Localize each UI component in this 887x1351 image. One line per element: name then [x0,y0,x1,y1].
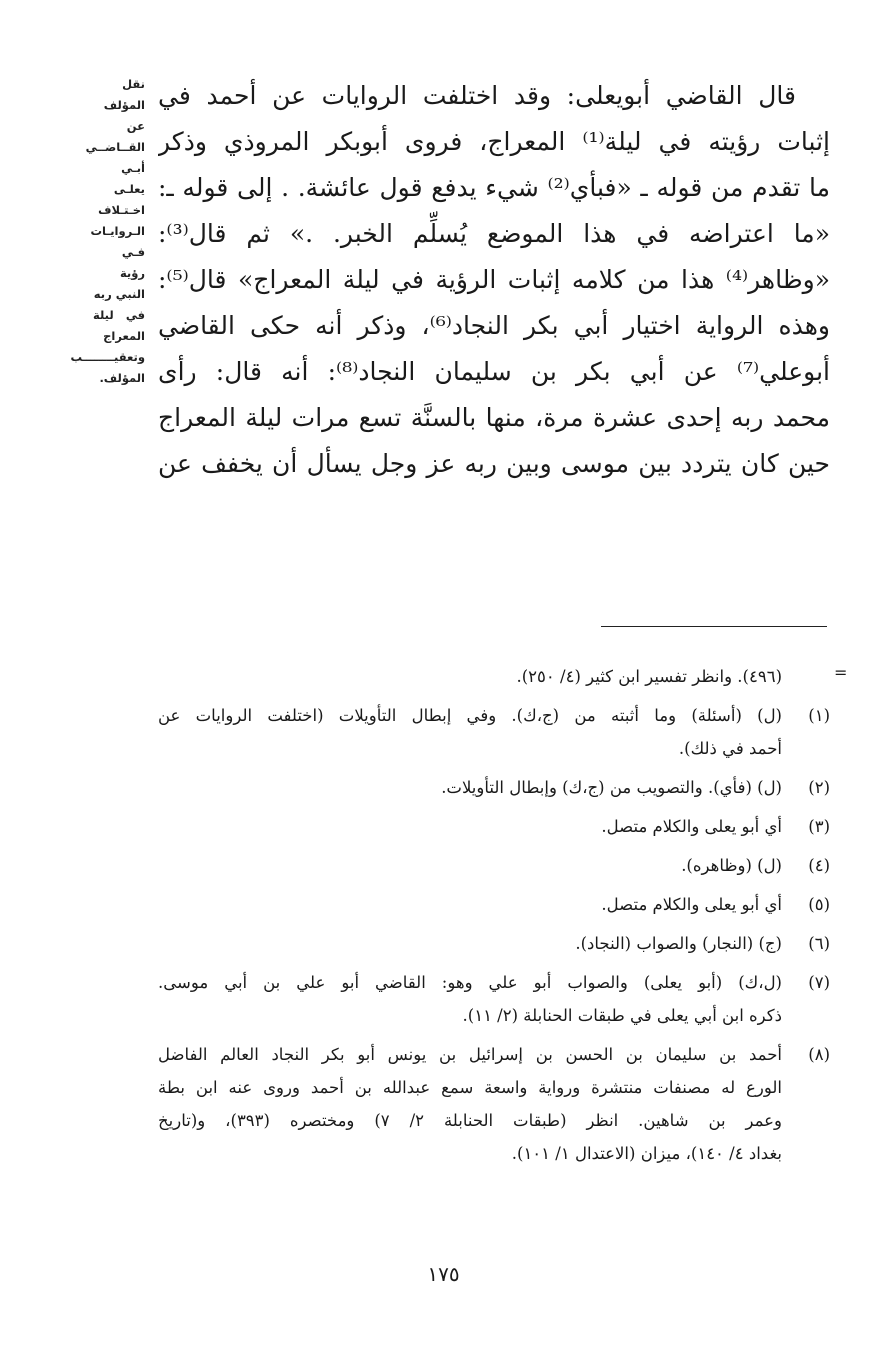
footnote-number: (٧) [808,973,830,992]
footnote-continuation-mark: = [834,663,848,682]
footnote-number: (٥) [808,895,830,914]
footnote-line: (ل) (وظاهره). [681,856,782,875]
main-text-line: «وظاهر⁽⁴⁾ هذا من كلامه إثبات الرؤية في ليلة المعراج» قال⁽⁵⁾: [158,265,830,294]
footnote-4 [158,849,830,882]
margin-note-line: وتعقيــــــــب [70,350,145,364]
margin-note-line: نقل المؤلف عن [103,77,145,133]
page-number: ١٧٥ [427,1262,460,1286]
footnote-line: بغداد ٤/ ١٤٠)، ميزان (الاعتدال ١/ ١٠١). [511,1144,782,1163]
main-text-line: أبوعلي⁽⁷⁾ عن أبي بكر بن سليمان النجاد⁽⁸⁾: أنه قال: رأى [158,357,830,386]
margin-note [70,74,145,389]
margin-note-line: يعلـى اخـتـلاف [98,182,145,217]
footnote-separator [601,626,827,627]
footnote-number: (٢) [808,778,830,797]
main-text-line: إثبات رؤيته في ليلة⁽¹⁾ المعراج، فروى أبوبكر المروذي وذكر [158,127,830,156]
footnote-number: (٤) [808,856,830,875]
main-text-line: قال القاضي أبويعلى: وقد اختلفت الروايات عن أحمد في [158,81,796,110]
footnote-5 [158,888,830,921]
margin-note-line: الـروايـات فـي [90,224,145,259]
margin-note-line: رؤية النبي ربه [93,266,145,301]
footnote-line: أي أبو يعلى والكلام متصل. [601,817,782,836]
footnote-3 [158,810,830,843]
footnote-7 [158,966,830,1032]
footnote-6 [158,927,830,960]
footnote-line: ذكره ابن أبي يعلى في طبقات الحنابلة (٢/ ١١). [462,1006,782,1025]
footnote-2 [158,771,830,804]
footnote-continuation [158,660,830,693]
main-text-line: حين كان يتردد بين موسى وبين ربه عز وجل يسأل أن يخفف عن [158,449,830,478]
footnote-number: (٦) [808,934,830,953]
footnote-line: (ل) (فأي). والتصويب من (ج،ك) وإبطال التأويلات. [441,778,782,797]
footnote-line: (ل) (أسئلة) وما أثبته من (ج،ك). وفي إبطال التأويلات (اختلفت الروايات عن [158,706,782,725]
margin-note-line: القــاضــي أبـي [85,140,145,175]
footnotes-block [158,660,830,1176]
footnote-number: (٣) [808,817,830,836]
footnote-line: وعمر بن شاهين. انظر (طبقات الحنابلة ٢/ ٧) ومختصره (٣٩٣)، و(تاريخ [158,1111,782,1130]
footnote-number: (١) [808,706,830,725]
main-text-block [158,73,830,487]
main-text-line: «ما اعتراضه في هذا الموضع يُسلِّم الخبر. .» ثم قال⁽³⁾: [158,219,830,248]
footnote-8 [158,1038,830,1170]
footnote-line: أحمد في ذلك). [678,739,782,758]
footnote-line: (ل،ك) (أبو يعلى) والصواب أبو علي وهو: القاضي أبو علي بن أبي موسى. [158,973,782,992]
margin-note-line: المؤلف. [99,371,145,385]
main-text-line: وهذه الرواية اختيار أبي بكر النجاد⁽⁶⁾، وذكر أنه حكى القاضي [158,311,830,340]
footnote-line: الورع له مصنفات منتشرة ورواية واسعة سمع عبدالله بن أحمد وروى عنه ابن بطة [158,1078,782,1097]
footnote-line: أحمد بن سليمان بن الحسن بن إسرائيل بن يونس أبو بكر النجاد العالم الفاضل [158,1045,782,1064]
footnote-number: (٨) [808,1045,830,1064]
footnote-line: أي أبو يعلى والكلام متصل. [601,895,782,914]
main-text-line: ما تقدم من قوله ـ «فبأي⁽²⁾ شيء يدفع قول عائشة. . إلى قوله ـ: [158,173,830,202]
footnote-1 [158,699,830,765]
footnote-line: (٤٩٦). وانظر تفسير ابن كثير (٤/ ٢٥٠). [516,667,782,686]
footnote-line: (ج) (النجار) والصواب (النجاد). [575,934,782,953]
margin-note-line: في ليلة المعراج [93,308,145,343]
main-text-line: محمد ربه إحدى عشرة مرة، منها بالسنَّة تسع مرات ليلة المعراج [158,403,830,432]
